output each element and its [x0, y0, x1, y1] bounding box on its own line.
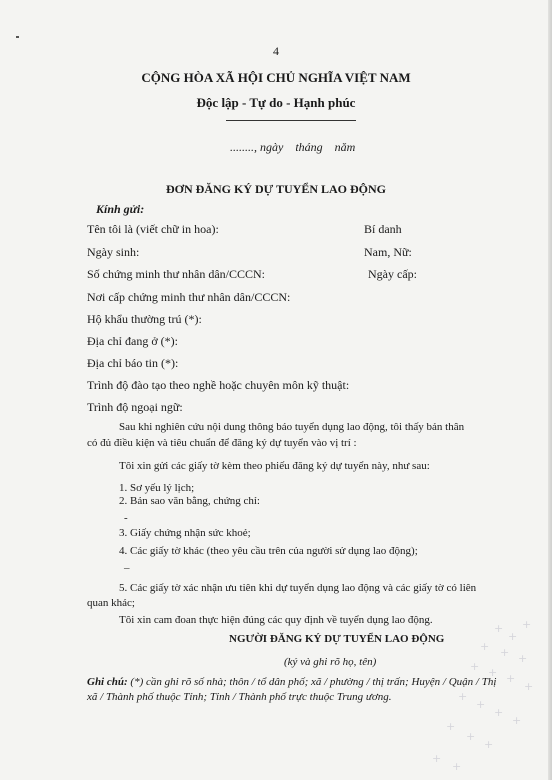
scan-mark [16, 36, 19, 38]
page-number: 4 [273, 44, 279, 58]
commitment: Tôi xin cam đoan thực hiện đúng các quy định về tuyển dụng lao động. [119, 614, 433, 626]
greeting: Kính gửi: [96, 202, 145, 216]
field-language: Trình độ ngoại ngữ: [87, 400, 183, 414]
list-item-5-line-1: 5. Các giấy tờ xác nhận ưu tiên khi dự tuyển dụng lao động và các giấy tờ có liên [119, 582, 477, 594]
list-item-5-line-2: quan khác; [87, 597, 135, 609]
motto-underline [226, 120, 356, 121]
paragraph-1-line-2: có đủ điều kiện và tiêu chuẩn để đăng ký dự tuyển vào vị trí : [87, 437, 357, 449]
document-page: 4 CỘNG HÒA XÃ HỘI CHỦ NGHĨA VIỆT NAM Độc lập - Tự do - Hạnh phúc ........, ngày tháng năm ĐƠN ĐĂNG KÝ DỰ TUYỂN LAO ĐỘNG Kính gửi: Tên tôi là (viết chữ in hoa): Bí danh Ngày sinh: Nam, Nữ: Số chứng minh thư nhân dân/CCCN: Ngày cấp: Nơi cấp chứng minh thư nhân dân/CCCN: Hộ khẩu thường trú (*): Địa chỉ đang ở (*): Địa chỉ báo tin (*): Trình độ đào tạo theo nghề hoặc chuyên môn kỹ thuật: Trình độ ngoại ngữ: Sau khi nghiên cứu nội dung thông báo tuyển dụng lao động, tôi thấy bản thân có đủ điều kiện và tiêu chuẩn để đăng ký dự tuyển vào vị trí : Tôi xin gửi các giấy tờ kèm theo phiếu đăng ký dự tuyển này, như sau: 1. Sơ yếu lý lịch; 2. Bản sao văn bằng, chứng chỉ: - 3. Giấy chứng nhận sức khoẻ; 4. Các giấy tờ khác (theo yêu cầu trên của người sử dụng lao động); – 5. Các giấy tờ xác nhận ưu tiên khi dự tuyển dụng lao động và các giấy tờ có liên quan khác; Tôi xin cam đoan thực hiện đúng các quy định về tuyển dụng lao động. NGƯỜI ĐĂNG KÝ DỰ TUYỂN LAO ĐỘNG (ký và ghi rõ họ, tên) Ghi chú: (*) cần ghi rõ số nhà; thôn / tổ dân phố; xã / phường / thị trấn; Huyện / Quận / Thị xã / Thành phố thuộc Tỉnh; Tỉnh / Thành phố trực thuộc Trung ương. + + + + + + + + + + + + + + + + + + + [0, 0, 552, 780]
field-alias: Bí danh [364, 222, 402, 236]
list-item-4: 4. Các giấy tờ khác (theo yêu cầu trên của người sử dụng lao động); [119, 545, 418, 557]
country-heading: CỘNG HÒA XÃ HỘI CHỦ NGHĨA VIỆT NAM [141, 70, 411, 85]
form-title: ĐƠN ĐĂNG KÝ DỰ TUYỂN LAO ĐỘNG [165, 182, 386, 196]
list-item-1: 1. Sơ yếu lý lịch; [119, 482, 195, 494]
note-line-2: xã / Thành phố thuộc Tỉnh; Tỉnh / Thành phố trực thuộc Trung ương. [87, 691, 392, 703]
list-item-3: 3. Giấy chứng nhận sức khoẻ; [119, 527, 251, 539]
field-household: Hộ khẩu thường trú (*): [87, 312, 202, 326]
field-birth-date: Ngày sinh: [87, 245, 140, 259]
field-id-number: Số chứng minh thư nhân dân/CCCN: [87, 267, 266, 281]
list-item-2-dash: - [124, 512, 128, 524]
note-line-1: (*) cần ghi rõ số nhà; thôn / tổ dân phố; xã / phường / thị trấn; Huyện / Quận / Thị [130, 676, 497, 688]
paragraph-2: Tôi xin gửi các giấy tờ kèm theo phiếu đăng ký dự tuyển này, như sau: [119, 460, 430, 472]
signer-title: NGƯỜI ĐĂNG KÝ DỰ TUYỂN LAO ĐỘNG [229, 633, 445, 645]
list-item-4-dash: – [124, 562, 130, 574]
field-issue-place: Nơi cấp chứng minh thư nhân dân/CCCN: [87, 290, 291, 304]
note-label: Ghi chú: [87, 676, 128, 688]
field-issue-date: Ngày cấp: [368, 267, 417, 281]
motto: Độc lập - Tự do - Hạnh phúc [196, 95, 356, 110]
field-gender: Nam, Nữ: [364, 245, 412, 259]
paragraph-1-line-1: Sau khi nghiên cứu nội dung thông báo tuyển dụng lao động, tôi thấy bản thân [119, 421, 465, 433]
field-current-address: Địa chỉ đang ở (*): [87, 334, 178, 348]
field-full-name: Tên tôi là (viết chữ in hoa): [87, 222, 219, 236]
date-line: ........, ngày tháng năm [230, 140, 356, 154]
signer-hint: (ký và ghi rõ họ, tên) [284, 656, 377, 668]
list-item-2: 2. Bản sao văn bằng, chứng chỉ: [119, 495, 260, 507]
field-contact-address: Địa chỉ báo tin (*): [87, 356, 179, 370]
field-training: Trình độ đào tạo theo nghề hoặc chuyên môn kỹ thuật: [87, 378, 350, 392]
page-edge [548, 0, 552, 780]
